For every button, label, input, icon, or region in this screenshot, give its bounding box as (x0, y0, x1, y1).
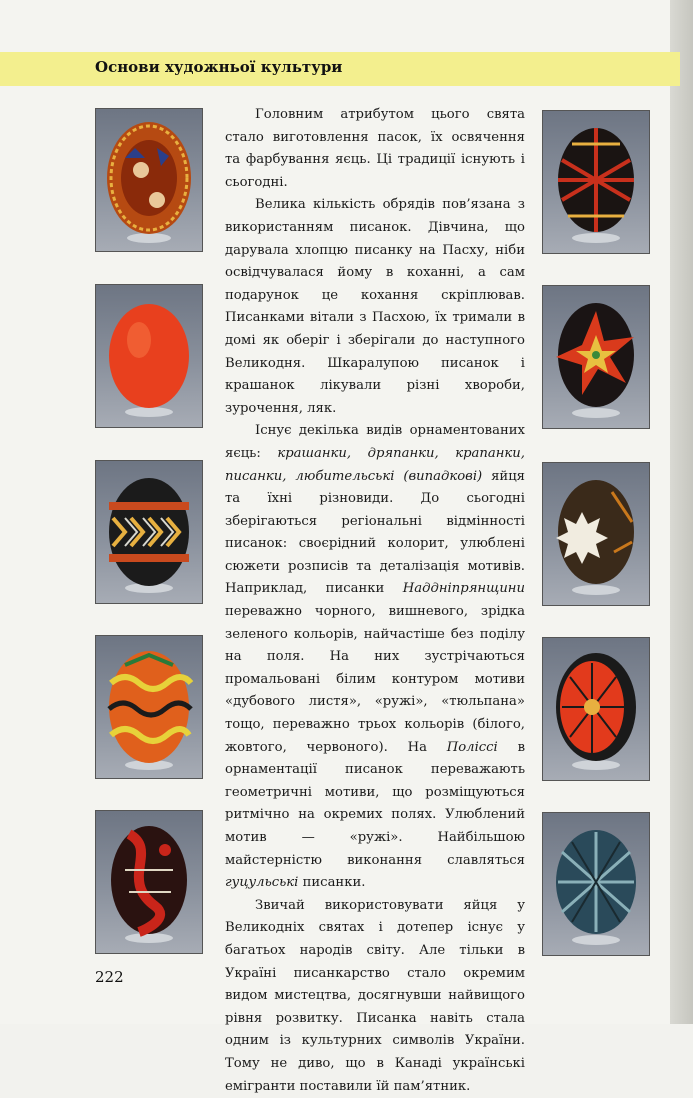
egg-photo-grid (542, 110, 650, 254)
egg-photo-red (95, 284, 203, 428)
egg-icon-geometric (95, 460, 203, 604)
egg-photo-sunburst (542, 462, 650, 606)
paragraph: Головним атрибутом цього свята стало виготовлення пасок, їх освячення та фарбування яєць. Ці традиції існують і сьогодні. (225, 107, 525, 190)
egg-photo-red-star (542, 637, 650, 781)
egg-types: крашанки, дряпанки, крапанки, писанки, любительські (випадкові) (225, 445, 525, 484)
page-number: 222 (95, 968, 124, 986)
egg-photo-geometric (95, 460, 203, 604)
egg-icon-red (95, 284, 203, 428)
paragraph: Звичай використовувати яйця у Великодніх святах і дотепер існує у багатьох народів світу. Але тільки в Україні писанкарство стало окремим видом мистецтва, досягнувши найвищого рівня розвитку. Писанка навіть стала одним із культурних символів України. Тому не диво, що в Канаді українські емігранти поставили їй пам’ятник. (225, 897, 525, 1094)
egg-icon-blue (542, 812, 650, 956)
region-name: Поліссі (446, 739, 498, 755)
egg-icon-sunburst (542, 462, 650, 606)
egg-photo-spiral (95, 810, 203, 954)
egg-icon-painted (95, 108, 203, 252)
egg-photo-blue (542, 812, 650, 956)
egg-icon-grid (542, 110, 650, 254)
body-text (225, 104, 525, 1098)
region-name: Наддніпрянщини (402, 581, 525, 597)
egg-photo-painted (95, 108, 203, 252)
paragraph: Існує декілька видів орнаментованих яєць: крашанки, дряпанки, крапанки, писанки, любительські (випадкові) яйця та їхні різновиди. До сьогодні зберігаються регіональні відмінності писанок: своєрідний колорит, улюблені сюжети розписів та деталізація мотивів. Наприклад, писанки Наддніпрянщини переважно чорного, вишневого, зрідка зеленого кольорів, найчастіше без поділу на поля. На них зустрічаються промальовані білим контуром мотиви «дубового листя», «ружі», «тюльпана» тощо, переважно трьох кольорів (білого, жовтого, червоного). На Поліссі в орнаментації писанок переважають геометричні мотиви, що розміщуються ритмічно на окремих полях. Улюблений мотив — «ружі». Найбільшою майстерністю виконання славляться гуцульські писанки. (225, 423, 526, 891)
egg-icon-spiral (95, 810, 203, 954)
section-title: Основи художньої культури (95, 58, 343, 76)
page-edge (670, 0, 693, 1024)
paragraph: Велика кількість обрядів пов’язана з використанням писанок. Дівчина, що дарувала хлопцю писанку на Пасху, ніби освідчувалася йому в коханні, а сам подарунок це кохання скріплював. Писанками вітали з Пасхою, їх тримали в домі як оберіг і зберігали до наступного Великодня. Шкаралупою писанок і крашанок лікували різні хвороби, зурочення, ляк. (225, 197, 525, 416)
region-name: гуцульські (225, 875, 299, 891)
egg-icon-star (542, 285, 650, 429)
egg-icon-red-star (542, 637, 650, 781)
egg-photo-star (542, 285, 650, 429)
egg-icon-wavy (95, 635, 203, 779)
egg-photo-wavy (95, 635, 203, 779)
